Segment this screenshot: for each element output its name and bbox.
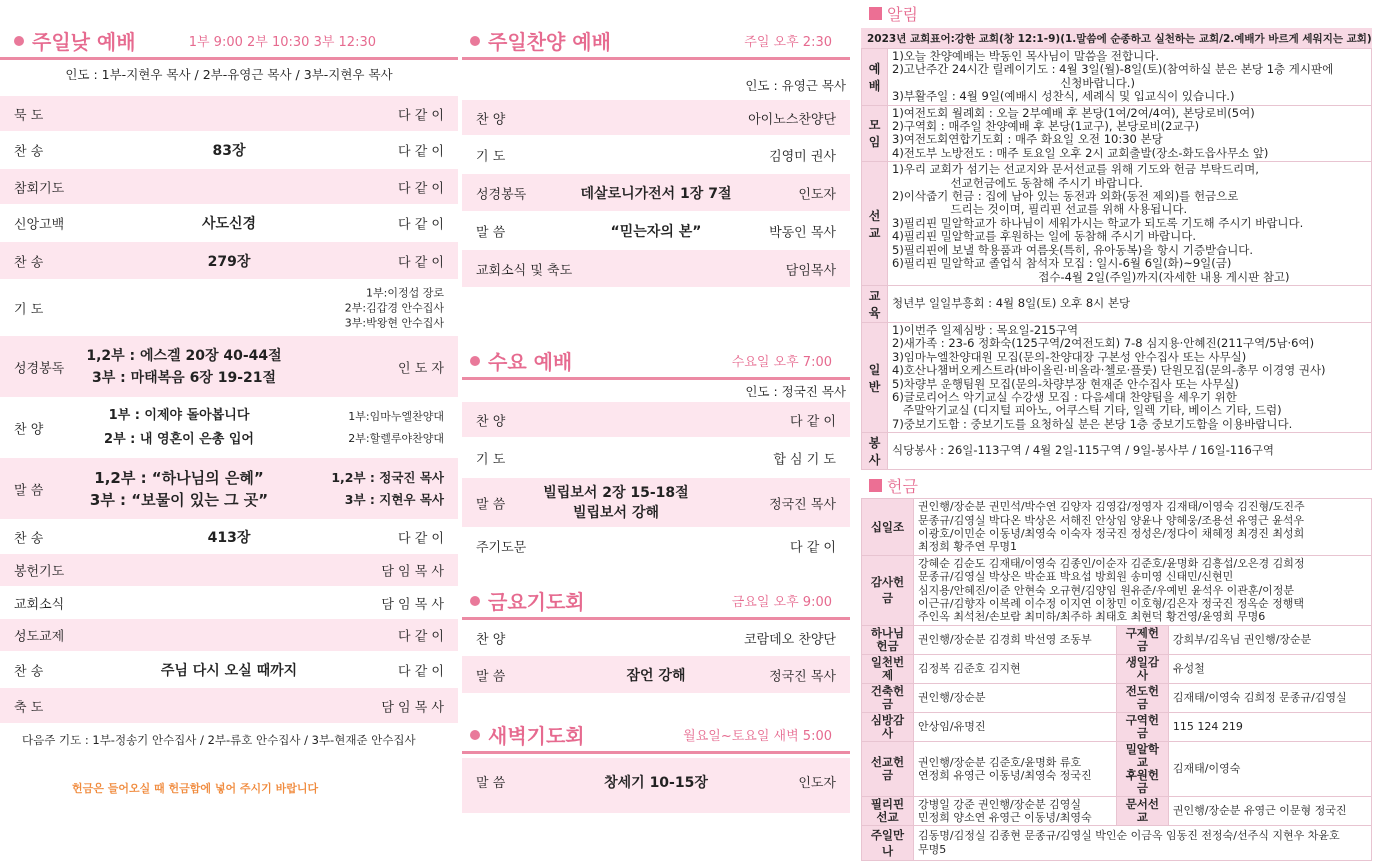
row-label: 말 씀 xyxy=(476,225,506,240)
notice-group xyxy=(862,162,1372,286)
square-bullet-icon xyxy=(869,479,882,492)
offering-names: 권인행/장순분 김준호/윤명화 류호 연정희 유영근 이동녕/최영숙 정국진 xyxy=(914,741,1117,796)
offering-names xyxy=(914,555,1372,625)
row-label: 교회소식 및 축도 xyxy=(476,263,573,278)
row-mid: “믿는자의 본” xyxy=(610,223,702,240)
notice-category: 모임 xyxy=(862,105,888,162)
offering-line: 주인옥 최석천/손보람 최미하/최주하 최태호 최현덕 황건영/윤영희 무명6 xyxy=(918,610,1266,624)
notice-line: 접수-4월 2일(주일)까지(자세한 내용 게시판 참고) xyxy=(892,269,1290,284)
notice-line: 5)필리핀에 보낼 학용품과 여름옷(특히, 유아동복)을 항시 기증받습니다. xyxy=(892,242,1254,257)
row-right: 담 임 목 사 xyxy=(381,700,444,715)
row-right: 다 같 이 xyxy=(790,414,836,429)
notice-category: 봉사 xyxy=(862,433,888,470)
row-right: 다 같 이 xyxy=(398,181,444,196)
row-right: 정국진 목사 xyxy=(769,669,836,684)
row-right: 다 같 이 xyxy=(398,217,444,233)
notice-line: 4)전도부 노방전도 : 매주 토요일 오후 2시 교회출발(장소-화도읍사무소 앞) xyxy=(892,145,1269,160)
row-right: 인도자 xyxy=(798,187,836,202)
row-label: 찬 송 xyxy=(14,531,44,546)
notice-line: 1)오늘 찬양예배는 박동인 목사님이 말씀을 전합니다. xyxy=(892,49,1160,63)
service-time: 월요일~토요일 새벽 5:00 xyxy=(683,729,832,744)
offering-line: 심지용/안혜진/이준 안현숙 오규현/김양임 원유준/우예빈 윤석우 이관훈/이정분 xyxy=(918,583,1295,597)
row-mid: 사도신경 xyxy=(201,216,257,232)
row-label: 찬 송 xyxy=(14,664,44,679)
section-header xyxy=(462,340,850,380)
sermon-titles xyxy=(40,467,318,511)
sermon-passage-1: 빌립보서 2장 15-18절 xyxy=(543,484,689,501)
sermon-title-2: 3부 : “보물이 있는 그 곳” xyxy=(89,490,269,509)
notice-line: 신청바랍니다.) xyxy=(892,75,1135,90)
notice-line: 6)글로리어스 악기교실 수강생 모집 : 다음세대 찬양팀을 세우기 위한 xyxy=(892,389,1237,404)
offering-row xyxy=(862,825,1372,860)
service-leader: 인도 : 정국진 목사 xyxy=(745,384,846,399)
offering-line: 이광호/이민순 이동녕/최영숙 이숙자 정국진 정성은/정다이 채혜정 최경진 최성희 xyxy=(918,526,1305,540)
row-right: 다 같 이 xyxy=(398,629,444,645)
row-mid: 279장 xyxy=(207,253,251,270)
row-label: 찬 송 xyxy=(14,144,44,160)
offering-names: 김정복 김준호 김지현 xyxy=(914,654,1117,683)
notice-line: 주말악기교실 (디지털 피아노, 어쿠스틱 기타, 일렉 기타, 베이스 기타, 드럼) xyxy=(892,403,1282,418)
offering-names: 안상임/유명진 xyxy=(914,712,1117,741)
notice-group xyxy=(862,105,1372,162)
notices-column xyxy=(861,0,1372,861)
row-mid: 잠언 강해 xyxy=(626,667,686,684)
offering-label: 십일조 xyxy=(862,499,914,556)
notice-line: 3)부활주일 : 4월 9일(예배시 성찬식, 세례식 및 입교식이 있습니다.) xyxy=(892,89,1235,104)
offering-names xyxy=(914,825,1372,860)
notices-header xyxy=(861,0,1372,26)
notice-lines xyxy=(888,162,1372,286)
notice-line: 4)필리핀 밀알학교를 후원하는 일에 동참해 주시기 바랍니다. xyxy=(892,229,1197,244)
lords-prayer-row xyxy=(462,528,850,564)
church-theme: 2023년 교회표어:강한 교회(창 12:1-9)(1.말씀에 순종하고 실천하는 교회/2.예배가 바르게 세워지는 교회) xyxy=(861,28,1372,48)
offering-line: 문종규/김영실 박상은 박순표 박요섭 방희원 송미영 신태민/신현민 xyxy=(918,570,1234,584)
row-label: 찬 양 xyxy=(476,112,506,127)
notice-group xyxy=(862,322,1372,432)
offering-names: 권인행/장순분 유영근 이문형 정국진 xyxy=(1168,796,1371,825)
sermon-row xyxy=(0,458,458,520)
sunday-service-column xyxy=(0,0,458,796)
row-right: 다 같 이 xyxy=(398,531,444,546)
offering-label: 구제헌금 xyxy=(1116,625,1168,654)
notice-group xyxy=(862,49,1372,106)
offering-pair-row xyxy=(862,654,1372,683)
row-label: 신앙고백 xyxy=(14,217,65,233)
row-right: 다 같 이 xyxy=(398,664,444,679)
service-leader: 인도 : 1부-지현우 목사 / 2부-유영근 목사 / 3부-지현우 목사 xyxy=(65,67,393,82)
row-mid: 데살로니가전서 1장 7절 xyxy=(580,185,732,202)
section-title: 주일찬양 예배 xyxy=(488,30,611,54)
row-right: 다 같 이 xyxy=(398,255,444,270)
preacher-1: 1,2부 : 정국진 목사 xyxy=(331,469,444,485)
notice-line: 식당봉사 : 26일-113구역 / 4월 2일-115구역 / 9일-봉사부 / 16일-116구역 xyxy=(892,443,1275,458)
service-time: 금요일 오후 9:00 xyxy=(731,595,832,610)
sermon-title-1: 1,2부 : “하나님의 은혜” xyxy=(94,468,264,487)
row-right: 인도자 xyxy=(798,776,836,791)
offering-names: 유성철 xyxy=(1168,654,1371,683)
offering-line: 이근규/김향자 이복례 이수정 이지연 이창민 이호형/김은자 정국진 정옥순 정행택 xyxy=(918,597,1305,610)
notice-line: 1)이번주 일제심방 : 목요일-215구역 xyxy=(892,322,1079,337)
row-label: 참회기도 xyxy=(14,181,65,196)
row-label: 기 도 xyxy=(476,149,506,164)
offering-line: 문종규/김영실 박다온 박상은 서해진 안상임 양윤나 양혜웅/조용선 유영근 윤석우 xyxy=(918,513,1305,527)
notice-line: 1)우리 교회가 섬기는 선교지와 문서선교를 위해 기도와 헌금 부탁드리며, xyxy=(892,162,1259,177)
program-row xyxy=(0,520,458,554)
dawn-sermon-row xyxy=(462,758,850,814)
offering-label: 필리핀선교 xyxy=(862,796,914,825)
sermon-row xyxy=(462,478,850,528)
preachers xyxy=(331,467,444,511)
row-label: 주기도문 xyxy=(476,540,527,555)
row-right: 아이노스찬양단 xyxy=(748,112,836,127)
offering-pair-row xyxy=(862,712,1372,741)
praise-songs xyxy=(40,404,318,452)
notice-lines xyxy=(888,433,1372,470)
row-label: 성경봉독 xyxy=(476,187,527,202)
service-time: 수요일 오후 7:00 xyxy=(731,355,832,370)
row-right: 인 도 자 xyxy=(398,361,444,376)
choir-2: 2부:할렐루야찬양대 xyxy=(348,431,444,445)
notice-line: 4)호산나챔버오케스트라(바이올린·비올라·첼로·플룻) 단원모집(문의-총무 이경영 권사) xyxy=(892,363,1326,378)
notice-lines xyxy=(888,105,1372,162)
praise-row xyxy=(0,398,458,458)
section-header xyxy=(462,580,850,620)
row-label: 찬 양 xyxy=(476,414,506,429)
program-row xyxy=(0,652,458,688)
offering-names: 권인행/장순분 xyxy=(914,683,1117,712)
notices-title: 알림 xyxy=(887,5,918,24)
program-row xyxy=(462,212,850,250)
bullet-icon xyxy=(470,596,480,606)
next-week-prayer: 다음주 기도 : 1부-정송기 안수집사 / 2부-류호 안수집사 / 3부-현재준 안수집사 xyxy=(22,733,416,747)
row-label: 성도교제 xyxy=(14,629,65,645)
row-label: 묵 도 xyxy=(14,108,44,123)
offering-label: 구역헌금 xyxy=(1116,712,1168,741)
section-title: 새벽기도회 xyxy=(488,724,585,748)
row-right: 정국진 목사 xyxy=(769,497,836,512)
offering-label: 전도헌금 xyxy=(1116,683,1168,712)
sermon-passages xyxy=(502,483,730,523)
praise-song-2: 2부 : 내 영혼이 은총 입어 xyxy=(104,431,254,447)
square-bullet-icon xyxy=(869,7,882,20)
notice-line: 선교헌금에도 동참해 주시기 바랍니다. xyxy=(892,175,1143,190)
row-label: 찬 송 xyxy=(14,255,44,270)
row-right: 코람데오 찬양단 xyxy=(743,632,836,647)
offering-label: 감사헌금 xyxy=(862,555,914,625)
row-label: 봉헌기도 xyxy=(14,564,65,580)
notice-category: 예배 xyxy=(862,49,888,106)
row-mid: 413장 xyxy=(207,529,251,546)
notice-line: 2)새가족 : 23-6 정화숙(125구역/2여전도회) 7-8 심지용·안혜진(211구역/5남·6여) xyxy=(892,336,1315,351)
row-right: 다 같 이 xyxy=(398,108,444,123)
section-title: 수요 예배 xyxy=(488,350,573,374)
notice-category: 일반 xyxy=(862,322,888,432)
row-right: 담 임 목 사 xyxy=(381,564,444,580)
offering-label: 하나님헌금 xyxy=(862,625,914,654)
offering-names: 115 124 219 xyxy=(1168,712,1371,741)
row-right: 담 임 목 사 xyxy=(381,597,444,612)
notice-group xyxy=(862,433,1372,470)
row-label: 말 씀 xyxy=(14,483,44,498)
offering-label: 일천번제 xyxy=(862,654,914,683)
offering-row xyxy=(862,555,1372,625)
offering-line: 최정희 황주연 무명1 xyxy=(918,540,1017,554)
row-right: 다 같 이 xyxy=(790,540,836,555)
offering-title: 헌금 xyxy=(887,477,918,497)
offering-label: 건축헌금 xyxy=(862,683,914,712)
notice-group xyxy=(862,285,1372,322)
program-row xyxy=(462,620,850,656)
offering-label: 생일감사 xyxy=(1116,654,1168,683)
offering-label: 주일만나 xyxy=(862,825,914,860)
offering-line: 권인행/장순분 권민석/박수연 김양자 김영갑/정영자 김재태/이영숙 김진형/도진주 xyxy=(918,500,1305,514)
row-label: 말 씀 xyxy=(476,497,506,512)
service-time: 1부 9:00 2부 10:30 3부 12:30 xyxy=(188,35,376,50)
offering-pair-row xyxy=(862,741,1372,796)
section-header xyxy=(0,20,458,60)
row-label: 성경봉독 xyxy=(14,361,65,376)
prayer-row xyxy=(0,280,458,336)
row-label: 찬 양 xyxy=(14,422,44,437)
offering-label: 문서선교 xyxy=(1116,796,1168,825)
notices-table xyxy=(861,48,1372,470)
program-row xyxy=(0,242,458,280)
notice-line: 청년부 일일부흥회 : 4월 8일(토) 오후 8시 본당 xyxy=(892,296,1131,311)
notice-lines xyxy=(888,49,1372,106)
program-row xyxy=(0,688,458,724)
program-row xyxy=(462,100,850,136)
offering-table xyxy=(861,498,1372,861)
row-right: 담임목사 xyxy=(785,263,836,278)
program-row xyxy=(0,169,458,205)
program-row xyxy=(0,96,458,132)
offering-pair-row xyxy=(862,683,1372,712)
offering-row xyxy=(862,499,1372,556)
row-right: 다 같 이 xyxy=(398,144,444,160)
offering-line: 김동명/김정실 김종현 문종규/김영실 박인순 이금옥 임동진 전정숙/선주식 지현우 차윤호 xyxy=(918,829,1340,843)
bible-passages xyxy=(40,345,328,389)
row-label: 말 씀 xyxy=(476,669,506,684)
offering-label: 선교헌금 xyxy=(862,741,914,796)
preacher-2: 3부 : 지현우 목사 xyxy=(344,491,444,507)
offering-names: 김재태/이영숙 김희정 문종규/김영실 xyxy=(1168,683,1371,712)
program-row xyxy=(0,554,458,587)
prayer-leaders xyxy=(345,285,444,330)
section-title: 주일낮 예배 xyxy=(32,30,136,54)
choir-1: 1부:임마누엘찬양대 xyxy=(348,409,444,423)
row-mid: 창세기 10-15장 xyxy=(604,775,708,791)
notice-line: 드리는 것이며, 필리핀 선교를 위해 사용됩니다. xyxy=(892,202,1188,217)
service-leader: 인도 : 유영근 목사 xyxy=(745,78,846,93)
notice-category: 선교 xyxy=(862,162,888,286)
notice-line: 3)임마누엘찬양대원 모집(문의-찬양대장 구본성 안수집사 또는 사무실) xyxy=(892,349,1247,364)
program-row xyxy=(0,205,458,242)
offering-names: 권인행/장순분 김경희 박선영 조동부 xyxy=(914,625,1117,654)
middle-column xyxy=(462,0,850,814)
row-label: 찬 양 xyxy=(476,632,506,647)
offering-names: 강희부/김옥님 권인행/장순분 xyxy=(1168,625,1371,654)
row-right: 김영미 권사 xyxy=(769,149,836,164)
choirs xyxy=(348,406,444,450)
row-label: 축 도 xyxy=(14,700,44,715)
bullet-icon xyxy=(470,730,480,740)
bible-passage-1: 1,2부 : 에스겔 20장 40-44절 xyxy=(86,347,282,364)
sermon-passage-2: 빌립보서 강해 xyxy=(572,504,660,521)
offering-line: 무명5 xyxy=(918,842,947,856)
notice-line: 3)여전도회연합기도회 : 매주 화요일 오전 10:30 본당 xyxy=(892,132,1163,147)
notice-line: 1)여전도회 월례회 : 오늘 2부예배 후 본당(1여/2여/4여), 본당로비(5여) xyxy=(892,105,1255,120)
offering-label: 심방감사 xyxy=(862,712,914,741)
offering-header xyxy=(861,472,1372,498)
offering-names: 김재태/이영숙 xyxy=(1168,741,1371,796)
praise-song-1: 1부 : 이제야 돌아봅니다 xyxy=(108,407,250,423)
program-row xyxy=(0,587,458,619)
row-right: 합 심 기 도 xyxy=(773,452,836,467)
bullet-icon xyxy=(14,36,24,46)
notice-lines xyxy=(888,322,1372,432)
service-time: 주일 오후 2:30 xyxy=(744,35,832,50)
prayer-leader-1: 1부:이정섭 장로 xyxy=(366,286,444,299)
program-row xyxy=(462,656,850,694)
row-mid: 주님 다시 오실 때까지 xyxy=(160,662,298,679)
notice-line: 2)고난주간 24시간 릴레이기도 : 4월 3일(월)-8일(토)(참여하실 분은 본당 1층 게시판에 xyxy=(892,62,1334,77)
bullet-icon xyxy=(470,36,480,46)
program-row xyxy=(462,174,850,212)
notice-line: 5)차량부 운행팀원 모집(문의-차량부장 현재준 안수집사 또는 사무실) xyxy=(892,376,1239,391)
row-label: 말 씀 xyxy=(476,776,506,791)
program-row xyxy=(0,619,458,652)
program-row xyxy=(462,136,850,174)
notice-line: 2)이삭줍기 헌금 : 집에 남아 있는 동전과 외화(동전 제외)를 헌금으로 xyxy=(892,189,1239,204)
notice-category: 교육 xyxy=(862,285,888,322)
offering-note: 헌금은 들어오실 때 헌금함에 넣어 주시기 바랍니다 xyxy=(72,782,319,795)
offering-names xyxy=(914,499,1372,556)
bible-reading-row xyxy=(0,336,458,398)
offering-line: 강혜순 김순도 김재태/이영숙 김종인/이순자 김준호/윤명화 김흥섭/오은경 김희정 xyxy=(918,556,1305,570)
notice-line: 3)필리핀 밀알학교가 하나님이 세워가시는 학교가 되도록 기도해 주시기 바랍니다. xyxy=(892,215,1304,230)
section-header xyxy=(462,714,850,754)
row-label: 기 도 xyxy=(476,452,506,467)
notice-lines xyxy=(888,285,1372,322)
offering-pair-row xyxy=(862,796,1372,825)
offering-names: 강병일 강준 권인행/장순분 김영실 민정희 양소연 유영근 이동녕/최영숙 xyxy=(914,796,1117,825)
notice-line: 6)필리핀 밀알학교 졸업식 참석자 모집 : 일시-6월 6일(화)~9일(금) xyxy=(892,256,1232,271)
program-row xyxy=(462,402,850,438)
row-label: 기 도 xyxy=(14,302,44,317)
prayer-leader-3: 3부:박왕현 안수집사 xyxy=(344,316,444,329)
row-mid: 83장 xyxy=(212,143,246,159)
offering-pair-row xyxy=(862,625,1372,654)
row-label: 교회소식 xyxy=(14,597,65,612)
prayer-leader-2: 2부:김갑경 안수집사 xyxy=(344,301,444,314)
program-row xyxy=(0,132,458,169)
bible-passage-2: 3부 : 마태복음 6장 19-21절 xyxy=(91,369,277,386)
bullet-icon xyxy=(470,356,480,366)
program-row xyxy=(462,438,850,478)
notice-line: 2)구역회 : 매주일 찬양예배 후 본당(1교구), 본당로비(2교구) xyxy=(892,119,1200,134)
section-header xyxy=(462,20,850,60)
section-title: 금요기도회 xyxy=(488,590,585,614)
program-row xyxy=(462,250,850,288)
notice-line: 7)중보기도함 : 중보기도를 요청하실 분은 본당 1층 중보기도함을 이용바랍니다. xyxy=(892,416,1293,431)
offering-label: 밀알학교 후원헌금 xyxy=(1116,741,1168,796)
row-right: 박동인 목사 xyxy=(769,225,836,240)
